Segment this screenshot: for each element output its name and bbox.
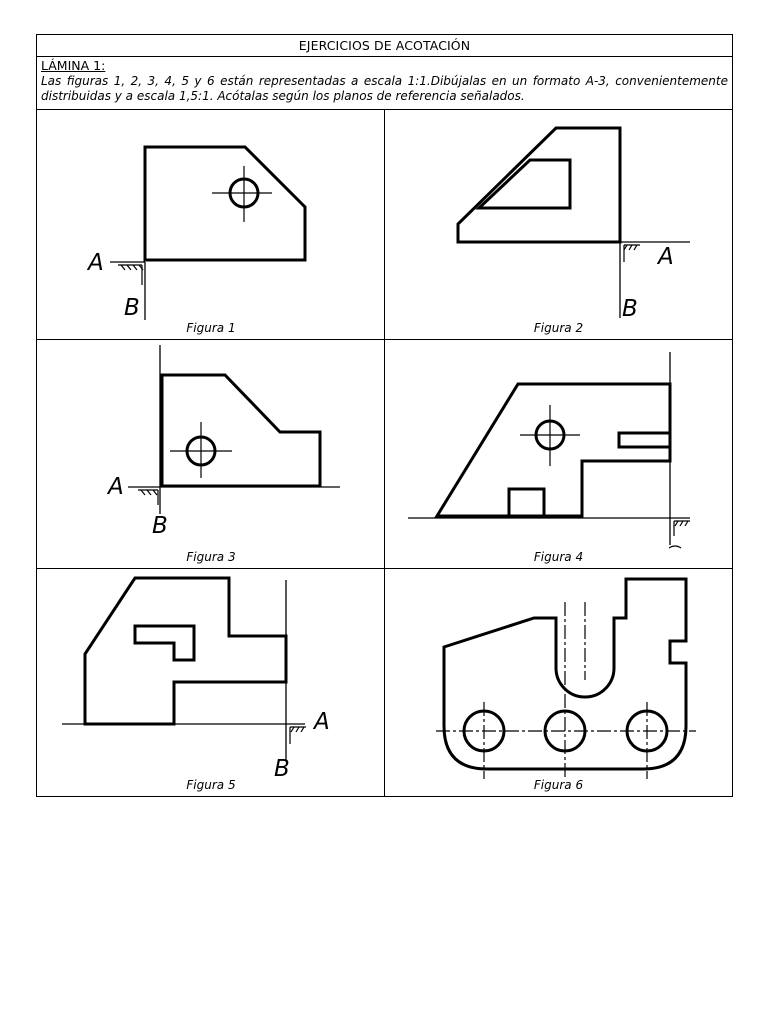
figure-caption: Figura 6 (533, 778, 584, 792)
sheet-title: EJERCICIOS DE ACOTACIÓN (37, 35, 732, 57)
figure-cell-5 (37, 568, 385, 796)
figure-2-label-a: A (658, 244, 674, 270)
figure-caption: Figura 5 (186, 778, 236, 792)
figure-caption: Figura 4 (533, 550, 584, 564)
figure-cell-3 (37, 339, 385, 568)
exercise-sheet (36, 34, 733, 797)
figure-2-label-b: B (622, 296, 638, 322)
figure-3-label-a: A (108, 474, 124, 500)
figure-5-label-b: B (274, 756, 290, 782)
figure-1-label-b: B (124, 295, 140, 321)
figure-3-label-b: B (152, 513, 168, 539)
figure-caption: Figura 2 (533, 321, 584, 335)
figure-grid (37, 110, 732, 796)
figure-1-label-a: A (88, 250, 104, 276)
intro-text: Las figuras 1, 2, 3, 4, 5 y 6 están representadas a escala 1:1.Dibújalas en un formato A-3, convenientemente distribuidas y a escala 1,5:1. Acótalas según los planos de referencia señalados. (41, 74, 728, 103)
figure-cell-6 (385, 568, 732, 796)
figure-cell-1 (37, 110, 385, 339)
lamina-heading: LÁMINA 1: (41, 58, 106, 73)
figure-caption: Figura 3 (186, 550, 236, 564)
figure-caption: Figura 1 (186, 321, 236, 335)
intro-section (37, 57, 732, 110)
figure-5-label-a: A (314, 709, 330, 735)
figure-cell-4 (385, 339, 732, 568)
figure-cell-2 (385, 110, 732, 339)
